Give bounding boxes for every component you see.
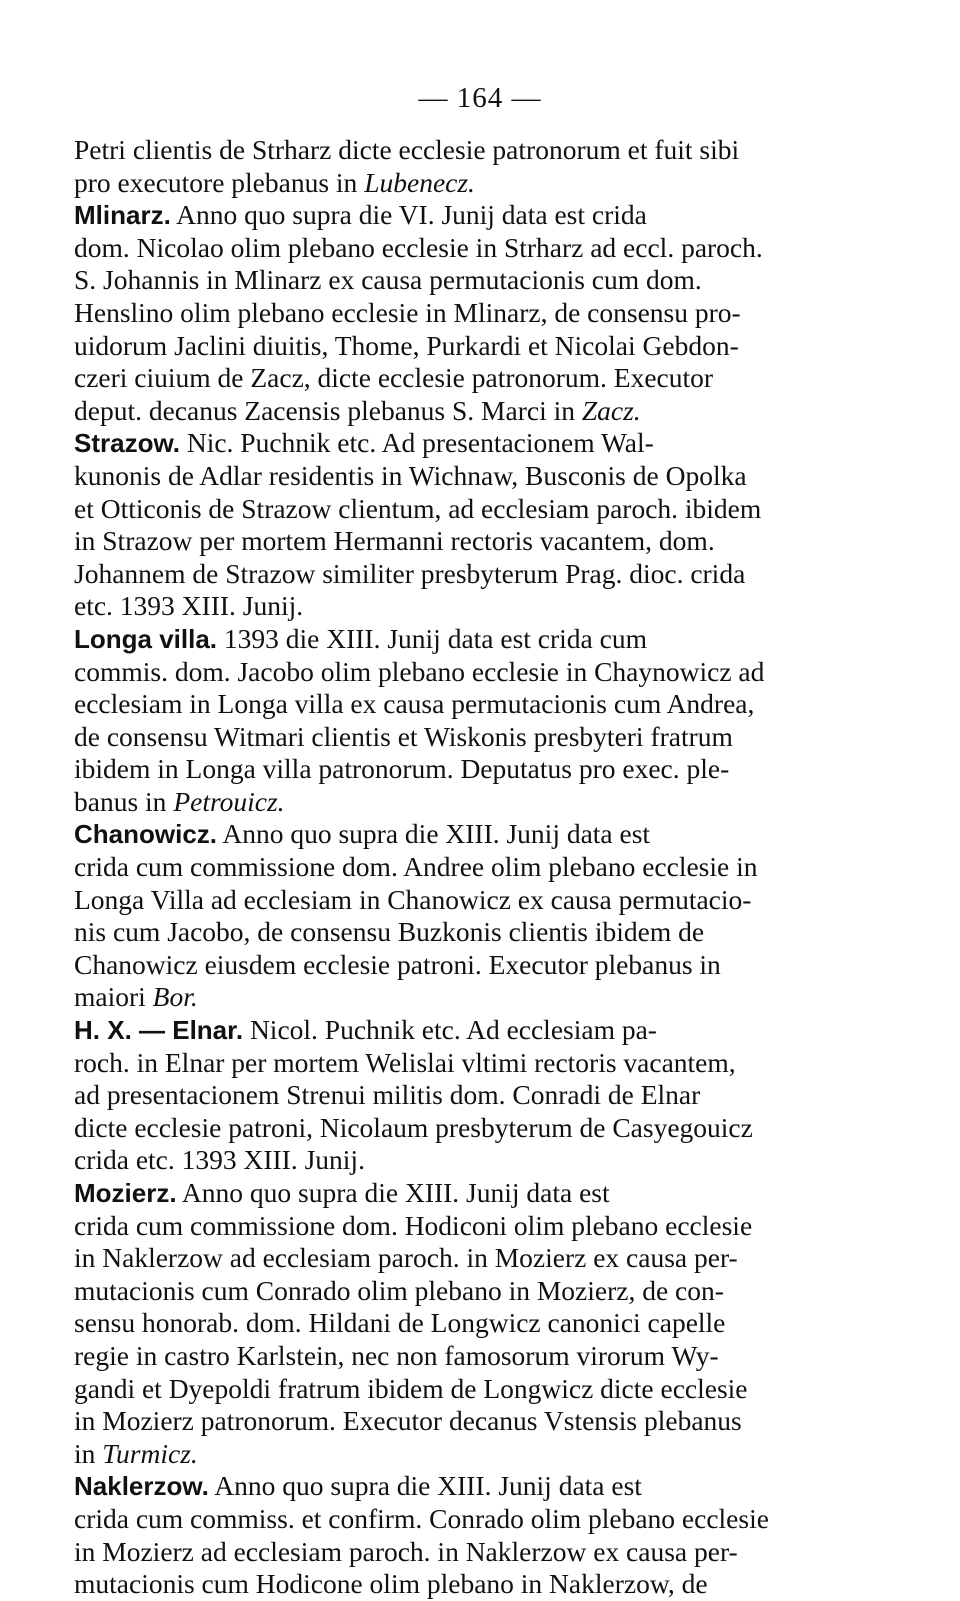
text-line	[74, 1112, 894, 1145]
entry-heading: Naklerzow.	[74, 1471, 209, 1502]
text-line	[74, 818, 894, 851]
entry-heading: Mlinarz.	[74, 200, 171, 231]
text-segment: S. Johannis in Mlinarz ex causa permutacionis cum dom.	[74, 264, 702, 296]
text-segment: gandi et Dyepoldi fratrum ibidem de Longwicz dicte ecclesie	[74, 1372, 748, 1404]
text-segment: mutacionis cum Conrado olim plebano in Mozierz, de con-	[74, 1274, 724, 1306]
text-segment: ad presentacionem Strenui militis dom. Conradi de Elnar	[74, 1079, 701, 1111]
text-segment: Nic. Puchnik etc. Ad presentacionem Wal-	[179, 427, 654, 459]
text-line	[74, 623, 894, 656]
italic-place-name: Turmicz.	[102, 1437, 198, 1469]
text-segment: ecclesiam in Longa villa ex causa permutacionis cum Andrea,	[74, 688, 755, 720]
italic-place-name: Bor.	[152, 981, 198, 1013]
text-segment: kunonis de Adlar residentis in Wichnaw, Busconis de Opolka	[74, 459, 747, 491]
italic-place-name: Petrouicz.	[173, 785, 285, 817]
text-line	[74, 1373, 894, 1406]
text-line	[74, 656, 894, 689]
text-line	[74, 1438, 894, 1471]
text-line	[74, 199, 894, 232]
text-segment: in Mozierz ad ecclesiam paroch. in Naklerzow ex causa per-	[74, 1535, 738, 1567]
text-segment: pro executore plebanus in	[74, 166, 365, 198]
text-segment: banus in	[74, 785, 174, 817]
text-line	[74, 525, 894, 558]
text-segment: Anno quo supra die XIII. Junij data est	[208, 1470, 642, 1502]
text-line	[74, 949, 894, 982]
text-line	[74, 1307, 894, 1340]
text-segment: maiori	[74, 981, 153, 1013]
text-line	[74, 395, 894, 428]
text-segment: in	[74, 1437, 103, 1469]
entry-heading: Chanowicz.	[74, 819, 218, 850]
text-line	[74, 427, 894, 460]
text-line	[74, 134, 894, 167]
text-segment: de consensu Witmari clientis et Wiskonis presbyteri fratrum	[74, 720, 733, 752]
entry-heading: Strazow.	[74, 428, 180, 459]
text-segment: sensu honorab. dom. Hildani de Longwicz canonici capelle	[74, 1307, 726, 1339]
text-line	[74, 786, 894, 819]
text-segment: deput. decanus Zacensis plebanus S. Marci in	[74, 394, 582, 426]
body-text	[74, 134, 894, 1601]
text-line	[74, 232, 894, 265]
text-line	[74, 884, 894, 917]
text-line	[74, 330, 894, 363]
text-segment: dom. Nicolao olim plebano ecclesie in Strharz ad eccl. paroch.	[74, 231, 763, 263]
text-line	[74, 916, 894, 949]
text-segment: crida cum commissione dom. Hodiconi olim plebano ecclesie	[74, 1209, 753, 1241]
text-line	[74, 1470, 894, 1503]
text-line	[74, 558, 894, 591]
text-line	[74, 1275, 894, 1308]
text-segment: Longa Villa ad ecclesiam in Chanowicz ex causa permutacio-	[74, 883, 752, 915]
text-segment: dicte ecclesie patroni, Nicolaum presbyterum de Casyegouicz	[74, 1111, 753, 1143]
text-segment: ibidem in Longa villa patronorum. Deputatus pro exec. ple-	[74, 753, 730, 785]
text-segment: uidorum Jaclini diuitis, Thome, Purkardi et Nicolai Gebdon-	[74, 329, 739, 361]
text-line	[74, 721, 894, 754]
entry-heading: H. X. — Elnar.	[74, 1015, 244, 1046]
text-segment: commis. dom. Jacobo olim plebano ecclesie in Chaynowicz ad	[74, 655, 765, 687]
text-line	[74, 1144, 894, 1177]
text-segment: Anno quo supra die XIII. Junij data est	[217, 818, 651, 850]
text-line	[74, 753, 894, 786]
italic-place-name: Lubenecz.	[364, 166, 475, 198]
text-line	[74, 1079, 894, 1112]
text-segment: czeri ciuium de Zacz, dicte ecclesie patronorum. Executor	[74, 362, 714, 394]
text-line	[74, 460, 894, 493]
text-segment: nis cum Jacobo, de consensu Buzkonis clientis ibidem de	[74, 916, 705, 948]
text-line	[74, 1405, 894, 1438]
text-line	[74, 1568, 894, 1601]
text-segment: in Strazow per mortem Hermanni rectoris vacantem, dom.	[74, 525, 715, 557]
entry-heading: Mozierz.	[74, 1178, 177, 1208]
text-line	[74, 1177, 894, 1210]
text-line	[74, 981, 894, 1014]
text-line	[74, 1047, 894, 1080]
text-line	[74, 1242, 894, 1275]
text-line	[74, 493, 894, 526]
text-segment: Chanowicz eiusdem ecclesie patroni. Executor plebanus in	[74, 948, 721, 980]
text-segment: Anno quo supra die XIII. Junij data est	[176, 1177, 610, 1208]
text-segment: in Naklerzow ad ecclesiam paroch. in Mozierz ex causa per-	[74, 1242, 738, 1274]
text-segment: Johannem de Strazow similiter presbyterum Prag. dioc. crida	[74, 557, 746, 589]
text-line	[74, 362, 894, 395]
entry-heading: Longa villa.	[74, 623, 218, 654]
text-line	[74, 1014, 894, 1047]
text-line	[74, 851, 894, 884]
text-segment: in Mozierz patronorum. Executor decanus Vstensis plebanus	[74, 1405, 742, 1437]
text-segment: et Otticonis de Strazow clientum, ad ecclesiam paroch. ibidem	[74, 492, 762, 524]
text-segment: crida etc. 1393 XIII. Junij.	[74, 1144, 365, 1176]
text-segment: roch. in Elnar per mortem Welislai vltimi rectoris vacantem,	[74, 1046, 736, 1078]
text-segment: Anno quo supra die VI. Junij data est crida	[170, 199, 647, 231]
text-segment: Nicol. Puchnik etc. Ad ecclesiam pa-	[243, 1014, 657, 1046]
text-segment: crida cum commiss. et confirm. Conrado olim plebano ecclesie	[74, 1502, 769, 1534]
text-segment: 1393 die XIII. Junij data est crida cum	[217, 622, 647, 654]
text-segment: crida cum commissione dom. Andree olim plebano ecclesie in	[74, 851, 758, 883]
text-line	[74, 297, 894, 330]
text-segment: etc. 1393 XIII. Junij.	[74, 590, 304, 622]
text-segment: mutacionis cum Hodicone olim plebano in Naklerzow, de	[74, 1568, 708, 1600]
text-line	[74, 167, 894, 200]
text-segment: regie in castro Karlstein, nec non famosorum virorum Wy-	[74, 1339, 719, 1371]
text-line	[74, 1536, 894, 1569]
text-segment: Petri clientis de Strharz dicte ecclesie patronorum et fuit sibi	[74, 134, 740, 165]
text-line	[74, 264, 894, 297]
text-segment: Henslino olim plebano ecclesie in Mlinarz, de consensu pro-	[74, 296, 741, 328]
page-number: — 164 —	[418, 82, 542, 114]
italic-place-name: Zacz.	[581, 394, 641, 426]
text-line	[74, 1340, 894, 1373]
text-line	[74, 590, 894, 623]
text-line	[74, 1503, 894, 1536]
text-line	[74, 1210, 894, 1243]
text-line	[74, 688, 894, 721]
